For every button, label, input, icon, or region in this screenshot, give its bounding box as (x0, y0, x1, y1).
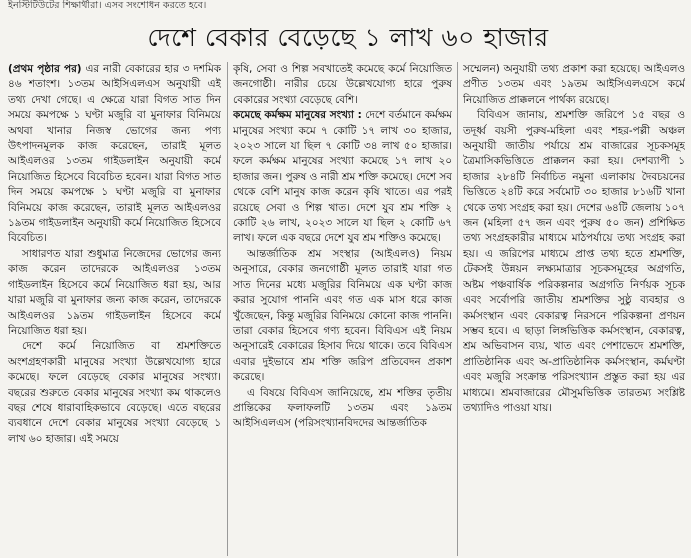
headline: দেশে বেকার বেড়েছে ১ লাখ ৬০ হাজার (147, 23, 549, 52)
paragraph: বিবিএস জানায়, শ্রমশক্তি জরিপে ১৫ বছর ও তদূর্ধ্ব বয়সী পুরুষ-মহিলা এবং শহর-পল্লী অঞ্চল অনুযায়ী জাতীয় পর্যায়ে শ্রম বাজারের সূচকসমূহ ত্রৈমাসিকভিত্তিতে প্রাক্কলন করা হয়। দেশব্যাপী ১ হাজার ২৮৪টি নির্বাচিত নমুনা এলাকায় দৈবচয়নের ভিত্তিতে ২৪টি করে সর্বমোট ৩০ হাজার ৮১৬টি খানা থেকে তথ্য সংগ্রহ করা হয়। দেশের ৬৪টি জেলায় ১০৭ জন (মহিলা ৫৭ জন এবং পুরুষ ৫০ জন) প্রশিক্ষিত তথ্য সংগ্রহকারীর মাধ্যমে মাঠপর্যায়ে তথ্য সংগ্রহ করা হয়। এ জরিপের মাধ্যমে প্রাপ্ত তথ্য হতে শ্রমশক্তি, টেকসই উন্নয়ন লক্ষ্যমাত্রার সূচকসমূহের অগ্রগতি, অষ্টম পঞ্চবার্ষিক পরিকল্পনার অগ্রগতি নির্ণয়ক সূচক এবং সর্বোপরি জাতীয় শ্রমশক্তির সুষ্ঠু ব্যবহার ও কর্মসংস্থান এবং বেকারত্ব নিরসনে পরিকল্পনা প্রণয়ন সম্ভব হবে। এ ছাড়া লিঙ্গভিত্তিক কর্মসংস্থান, বেকারত্ব, শ্রম অভিবাসন ব্যয়, খাত এবং পেশাভেদে শ্রমশক্তি, প্রাতিষ্ঠানিক এবং অ-প্রাতিষ্ঠানিক কর্মসংস্থান, কর্মঘণ্টা এবং মজুরি সংক্রান্ত পরিসংখ্যান প্রস্তুত করা হয় এর মাধ্যমে। শ্রমবাজারের মৌসুমভিত্তিক তারতম্য সংশ্লিষ্ট তথ্যাদিও পাওয়া যায়। (463, 109, 685, 414)
paragraph: এ বিষয়ে বিবিএস জানিয়েছে, শ্রম শক্তির তৃতীয় প্রান্তিকের ফলাফলটি ১৩তম এবং ১৯তম আইসিএলএস (পরিসংখ্যানবিদদের আন্তর্জাতিক (233, 386, 452, 430)
paragraph-text: এর নারী বেকারের হার ৩ দশমিক ৪৬ শতাংশ। ১৩তম আইসিএলএস অনুযায়ী এই তথ্য দেখা গেছে। এ ক্ষেত্রে যারা বিগত সাত দিন সময়ে কমপক্ষে ১ ঘণ্টা মজুরি বা মুনাফার বিনিময়ে অথবা খানার নিজস্ব ভোগের জন্য পণ্য উৎপাদনমূলক কাজ করেছেন, তারাই মূলত আইএলওর ১৩তম গাইডলাইন অনুযায়ী কর্মে নিয়োজিত হিসেবে বিবেচিত হবেন। যারা বিগত সাত দিন সময়ে কমপক্ষে ১ ঘণ্টা মজুরি বা মুনাফার বিনিময়ে কাজ করেছেন, তারাই মূলত আইএলওর ১৯তম গাইডলাইন অনুযায়ী কর্মে নিয়োজিত হিসেবে বিবেচিত। (8, 63, 221, 245)
article-column-3 (463, 62, 685, 556)
subheading: কমেছে কর্মক্ষম মানুষের সংখ্যা : (233, 109, 362, 122)
top-strip-text: ইনস্টিটিউটের শিক্ষার্থীরা। এসব সংশোধন করতে হবে। (8, 0, 207, 11)
paragraph: দেশে কর্মে নিয়োজিত বা শ্রমশক্তিতে অংশগ্রহণকারী মানুষের সংখ্যা উল্লেখযোগ্য হারে কমেছে। ফলে বেড়েছে বেকার মানুষের সংখ্যা। বছরের শুরুতে বেকার মানুষের সংখ্যা কম থাকলেও বছর শেষে ধারাবাহিকভাবে বেড়েছে। এতে বছরের ব্যবধানে দেশে বেকার মানুষের সংখ্যা বেড়েছে ১ লাখ ৬০ হাজার। এই সময়ে (8, 340, 221, 445)
paragraph (8, 62, 221, 247)
paragraph: সাধারণত যারা শুধুমাত্র নিজেদের ভোগের জন্য কাজ করেন তাদেরকে আইএলওর ১৩তম গাইডলাইন হিসেবে কর্মে নিয়োজিত ধরা হয়, আর যারা মজুরি বা মুনাফার জন্য কাজ করেন, তাদেরকে আইএলওর ১৯তম গাইডলাইন হিসেবে কর্মে নিয়োজিত ধরা হয়। (8, 247, 221, 337)
column-divider (457, 62, 458, 556)
paragraph: সম্মেলন) অনুযায়ী তথ্য প্রকাশ করা হয়েছে। আইএলও প্রণীত ১৩তম এবং ১৯তম আইসিএলএসে কর্মে নিয়োজিত প্রাক্কলনে পার্থক্য রয়েছে। (463, 63, 685, 106)
column-divider (227, 62, 228, 556)
paragraph-text: দেশে বর্তমানে কর্মক্ষম মানুষের সংখ্যা কমে ৭ কোটি ১৭ লাখ ৩০ হাজার, ২০২৩ সালে যা ছিল ৭ কোটি ৩৪ লাখ ৫০ হাজার। ফলে কর্মক্ষম মানুষের সংখ্যা কমেছে ১৭ লাখ ২০ হাজার জন। পুরুষ ও নারী শ্রম শক্তি কমেছে। দেশে সব থেকে বেশি মানুষ কাজ করেন কৃষি খাতে। এর পরই রয়েছে সেবা ও শিল্প খাত। দেশে যুব শ্রম শক্তি ২ কোটি ২৬ লাখ, ২০২৩ সালে যা ছিল ২ কোটি ৬৭ লাখ। ফলে এক বছরে দেশে যুব শ্রম শক্তিও কমেছে। (233, 109, 452, 245)
article-column-2 (233, 62, 452, 556)
paragraph: আন্তর্জাতিক শ্রম সংস্থার (আইএলও) নিয়ম অনুসারে, বেকার জনগোষ্ঠী মূলত তারাই যারা গত সাত দিনের মধ্যে মজুরির বিনিময়ে এক ঘণ্টা কাজ করার সুযোগ পাননি এবং গত এক মাস ধরে কাজ খুঁজেছেন, কিন্তু মজুরির বিনিময়ে কোনো কাজ পাননি। তারা বেকার হিসেবে গণ্য হবেন। বিবিএস এই নিয়ম অনুসারেই বেকারের হিসাব দিয়ে থাকে। তবে বিবিএস এবার দুইভাবে শ্রম শক্তি জরিপ প্রতিবেদন প্রকাশ করেছে। (233, 247, 452, 384)
paragraph: কৃষি, সেবা ও শিল্প সবখাতেই কমেছে কর্মে নিয়োজিত জনগোষ্ঠী। নারীর চেয়ে উল্লেখযোগ্য হারে পুরুষ বেকারের সংখ্যা বেড়েছে বেশি। (233, 63, 452, 106)
paragraph (233, 108, 452, 247)
article-column-1 (8, 62, 221, 556)
continuation-lead: (প্রথম পৃষ্ঠার পর) (8, 63, 82, 75)
